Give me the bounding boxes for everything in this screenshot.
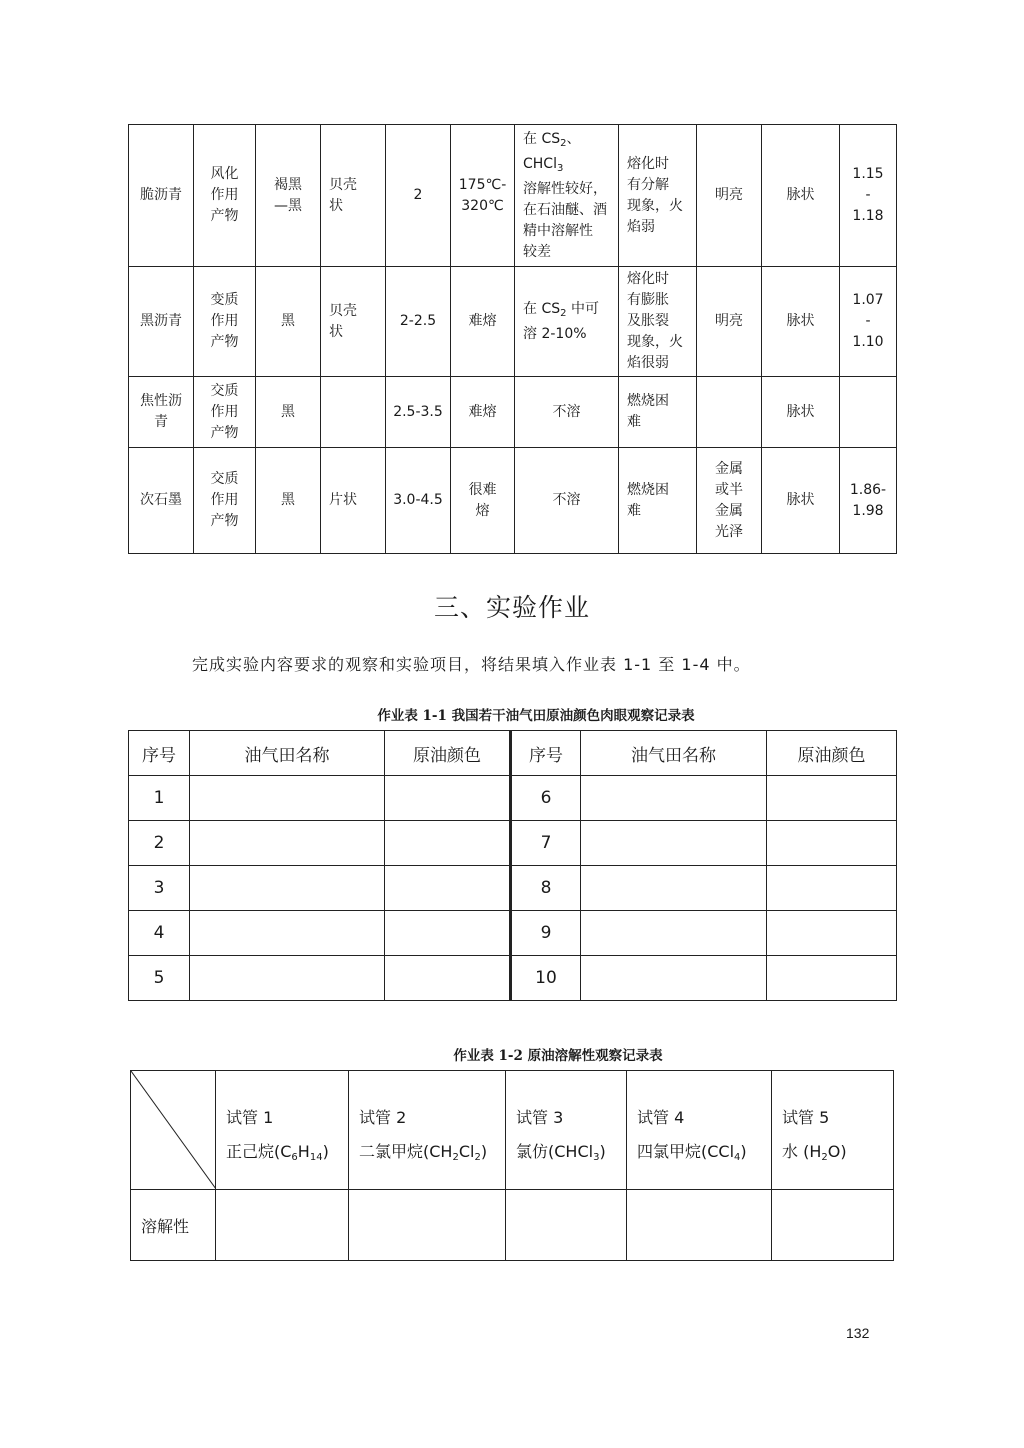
cell-color: 黑	[256, 448, 321, 554]
oil-color-blank[interactable]	[385, 821, 511, 866]
table-row	[129, 125, 897, 267]
row-index: 5	[129, 956, 190, 1001]
cell-mineral-name: 黑沥青	[129, 267, 194, 377]
cell-hardness: 2-2.5	[386, 267, 451, 377]
cell-form: 脉状	[762, 377, 840, 448]
cell-mineral-name: 次石墨	[129, 448, 194, 554]
cell-solubility	[515, 267, 619, 377]
cell-color: 黑	[256, 267, 321, 377]
text-run: )	[740, 1142, 747, 1161]
subscript: 2	[474, 1152, 481, 1163]
cell-form: 脉状	[762, 267, 840, 377]
table-row	[129, 956, 897, 1001]
subscript: 3	[593, 1152, 600, 1163]
cell-luster: 明亮	[697, 267, 762, 377]
cell-mineral-name: 脆沥青	[129, 125, 194, 267]
text-run: Cl	[458, 1142, 475, 1161]
header-field-name: 油气田名称	[581, 731, 767, 776]
diagonal-header-cell	[131, 1071, 216, 1190]
header-oil-color: 原油颜色	[385, 731, 511, 776]
header-index: 序号	[129, 731, 190, 776]
solubility-blank-5[interactable]	[772, 1190, 894, 1261]
cell-melting-point: 175℃- 320℃	[451, 125, 515, 267]
cell-luster: 金属 或半 金属 光泽	[697, 448, 762, 554]
table-header-row	[129, 731, 897, 776]
tube-label: 试管 3	[516, 1108, 564, 1127]
text-run: 四氯甲烷(CCl	[637, 1142, 735, 1161]
text-run: )	[480, 1142, 488, 1161]
cell-burning: 燃烧困 难	[619, 448, 697, 554]
diagonal-line	[131, 1071, 216, 1189]
text-run: 不溶	[552, 492, 581, 508]
row-index: 3	[129, 866, 190, 911]
solubility-row-label: 溶解性	[131, 1190, 216, 1261]
text-run: )	[322, 1142, 329, 1161]
table-row	[131, 1190, 894, 1261]
cell-melting-point: 很难 熔	[451, 448, 515, 554]
row-index: 7	[511, 821, 581, 866]
solvent-name	[516, 1135, 626, 1175]
text-run: )	[599, 1142, 606, 1161]
solubility-blank-1[interactable]	[216, 1190, 349, 1261]
text-run: 二氯甲烷(CH	[359, 1142, 453, 1161]
oil-color-blank[interactable]	[767, 866, 897, 911]
tube-label: 试管 2	[359, 1108, 407, 1127]
text-run: 在 CS	[523, 300, 561, 317]
cell-origin: 风化 作用 产物	[194, 125, 256, 267]
field-name-blank[interactable]	[190, 866, 385, 911]
table-row	[129, 267, 897, 377]
table-row	[129, 866, 897, 911]
oil-color-blank[interactable]	[385, 911, 511, 956]
cell-hardness: 2	[386, 125, 451, 267]
solubility-record-table	[130, 1070, 894, 1261]
text-run: O)	[827, 1142, 847, 1161]
text-run: H	[297, 1142, 310, 1161]
cell-hardness: 2.5-3.5	[386, 377, 451, 448]
table-header-row	[131, 1071, 894, 1190]
cell-density: 1.07 - 1.10	[840, 267, 897, 377]
text-run: 、CHCl	[523, 130, 581, 172]
subscript: 4	[734, 1152, 741, 1163]
cell-luster: 明亮	[697, 125, 762, 267]
tube-label: 试管 4	[637, 1108, 685, 1127]
row-index: 10	[511, 956, 581, 1001]
cell-burning: 熔化时 有膨胀 及胀裂 现象，火 焰很弱	[619, 267, 697, 377]
cell-luster	[697, 377, 762, 448]
cell-density: 1.86- 1.98	[840, 448, 897, 554]
cell-melting-point: 难熔	[451, 267, 515, 377]
oil-color-record-table	[128, 730, 897, 1001]
cell-burning: 熔化时 有分解 现象，火 焰弱	[619, 125, 697, 267]
cell-solubility	[515, 125, 619, 267]
cell-origin: 变质 作用 产物	[194, 267, 256, 377]
subscript: 14	[309, 1152, 323, 1163]
page-number: 132	[846, 1325, 870, 1341]
text-run: 正己烷(C	[226, 1142, 292, 1161]
header-oil-color: 原油颜色	[767, 731, 897, 776]
subscript: 2	[821, 1152, 828, 1163]
solubility-blank-3[interactable]	[506, 1190, 627, 1261]
table-1-2-caption: 作业表 1-2 原油溶解性观察记录表	[453, 1048, 663, 1064]
oil-color-blank[interactable]	[385, 866, 511, 911]
cell-hardness: 3.0-4.5	[386, 448, 451, 554]
field-name-blank[interactable]	[581, 956, 767, 1001]
text-run: 在 CS	[523, 130, 561, 147]
text-run: 中可 溶 2-10%	[523, 300, 599, 342]
row-index: 6	[511, 776, 581, 821]
field-name-blank[interactable]	[190, 821, 385, 866]
oil-color-blank[interactable]	[767, 956, 897, 1001]
bitumen-properties-table	[128, 124, 897, 554]
text-run: 溶解性较好， 在石油醚、酒 精中溶解性 较差	[523, 180, 607, 260]
cell-origin: 交质 作用 产物	[194, 377, 256, 448]
cell-burning: 燃烧困 难	[619, 377, 697, 448]
cell-solubility	[515, 448, 619, 554]
solvent-name	[226, 1135, 348, 1175]
cell-color: 褐黑 —黑	[256, 125, 321, 267]
field-name-blank[interactable]	[190, 776, 385, 821]
row-index: 1	[129, 776, 190, 821]
table-row	[129, 448, 897, 554]
solubility-blank-2[interactable]	[349, 1190, 506, 1261]
cell-density	[840, 377, 897, 448]
field-name-blank[interactable]	[581, 776, 767, 821]
row-index: 2	[129, 821, 190, 866]
cell-form: 脉状	[762, 125, 840, 267]
cell-mineral-name: 焦性沥 青	[129, 377, 194, 448]
cell-fracture: 片状	[321, 448, 386, 554]
field-name-blank[interactable]	[581, 821, 767, 866]
oil-color-blank[interactable]	[767, 911, 897, 956]
row-index: 4	[129, 911, 190, 956]
solubility-blank-4[interactable]	[627, 1190, 772, 1261]
field-name-blank[interactable]	[190, 911, 385, 956]
table-row	[129, 377, 897, 448]
test-tube-header-3	[506, 1071, 627, 1190]
field-name-blank[interactable]	[581, 911, 767, 956]
header-field-name: 油气田名称	[190, 731, 385, 776]
cell-origin: 交质 作用 产物	[194, 448, 256, 554]
cell-fracture	[321, 377, 386, 448]
table-row	[129, 776, 897, 821]
cell-color: 黑	[256, 377, 321, 448]
text-run: 水 (H	[782, 1142, 822, 1161]
table-row	[129, 821, 897, 866]
subscript: 6	[291, 1152, 298, 1163]
tube-label: 试管 1	[226, 1108, 274, 1127]
test-tube-header-4	[627, 1071, 772, 1190]
oil-color-blank[interactable]	[767, 776, 897, 821]
oil-color-blank[interactable]	[385, 956, 511, 1001]
cell-melting-point: 难熔	[451, 377, 515, 448]
cell-fracture: 贝壳 状	[321, 267, 386, 377]
subscript: 2	[452, 1152, 459, 1163]
row-index: 8	[511, 866, 581, 911]
section-title: 三、实验作业	[433, 593, 590, 622]
solvent-name	[782, 1135, 893, 1175]
cell-fracture: 贝壳 状	[321, 125, 386, 267]
tube-label: 试管 5	[782, 1108, 830, 1127]
text-run: 不溶	[552, 403, 581, 420]
oil-color-blank[interactable]	[767, 821, 897, 866]
subscript: 2	[560, 137, 567, 149]
table-1-1-caption: 作业表 1-1 我国若干油气田原油颜色肉眼观察记录表	[377, 708, 695, 724]
field-name-blank[interactable]	[581, 866, 767, 911]
field-name-blank[interactable]	[190, 956, 385, 1001]
table-row	[129, 911, 897, 956]
row-index: 9	[511, 911, 581, 956]
test-tube-header-1	[216, 1071, 349, 1190]
solvent-name	[359, 1135, 505, 1175]
header-index: 序号	[511, 731, 581, 776]
oil-color-blank[interactable]	[385, 776, 511, 821]
subscript: 3	[556, 162, 564, 174]
instruction-text: 完成实验内容要求的观察和实验项目，将结果填入作业表 1-1 至 1-4 中。	[192, 655, 751, 674]
cell-density: 1.15 - 1.18	[840, 125, 897, 267]
test-tube-header-5	[772, 1071, 894, 1190]
subscript: 2	[560, 307, 567, 319]
solvent-name	[637, 1135, 771, 1175]
text-run: 氯仿(CHCl	[516, 1142, 594, 1161]
cell-form: 脉状	[762, 448, 840, 554]
cell-solubility	[515, 377, 619, 448]
test-tube-header-2	[349, 1071, 506, 1190]
